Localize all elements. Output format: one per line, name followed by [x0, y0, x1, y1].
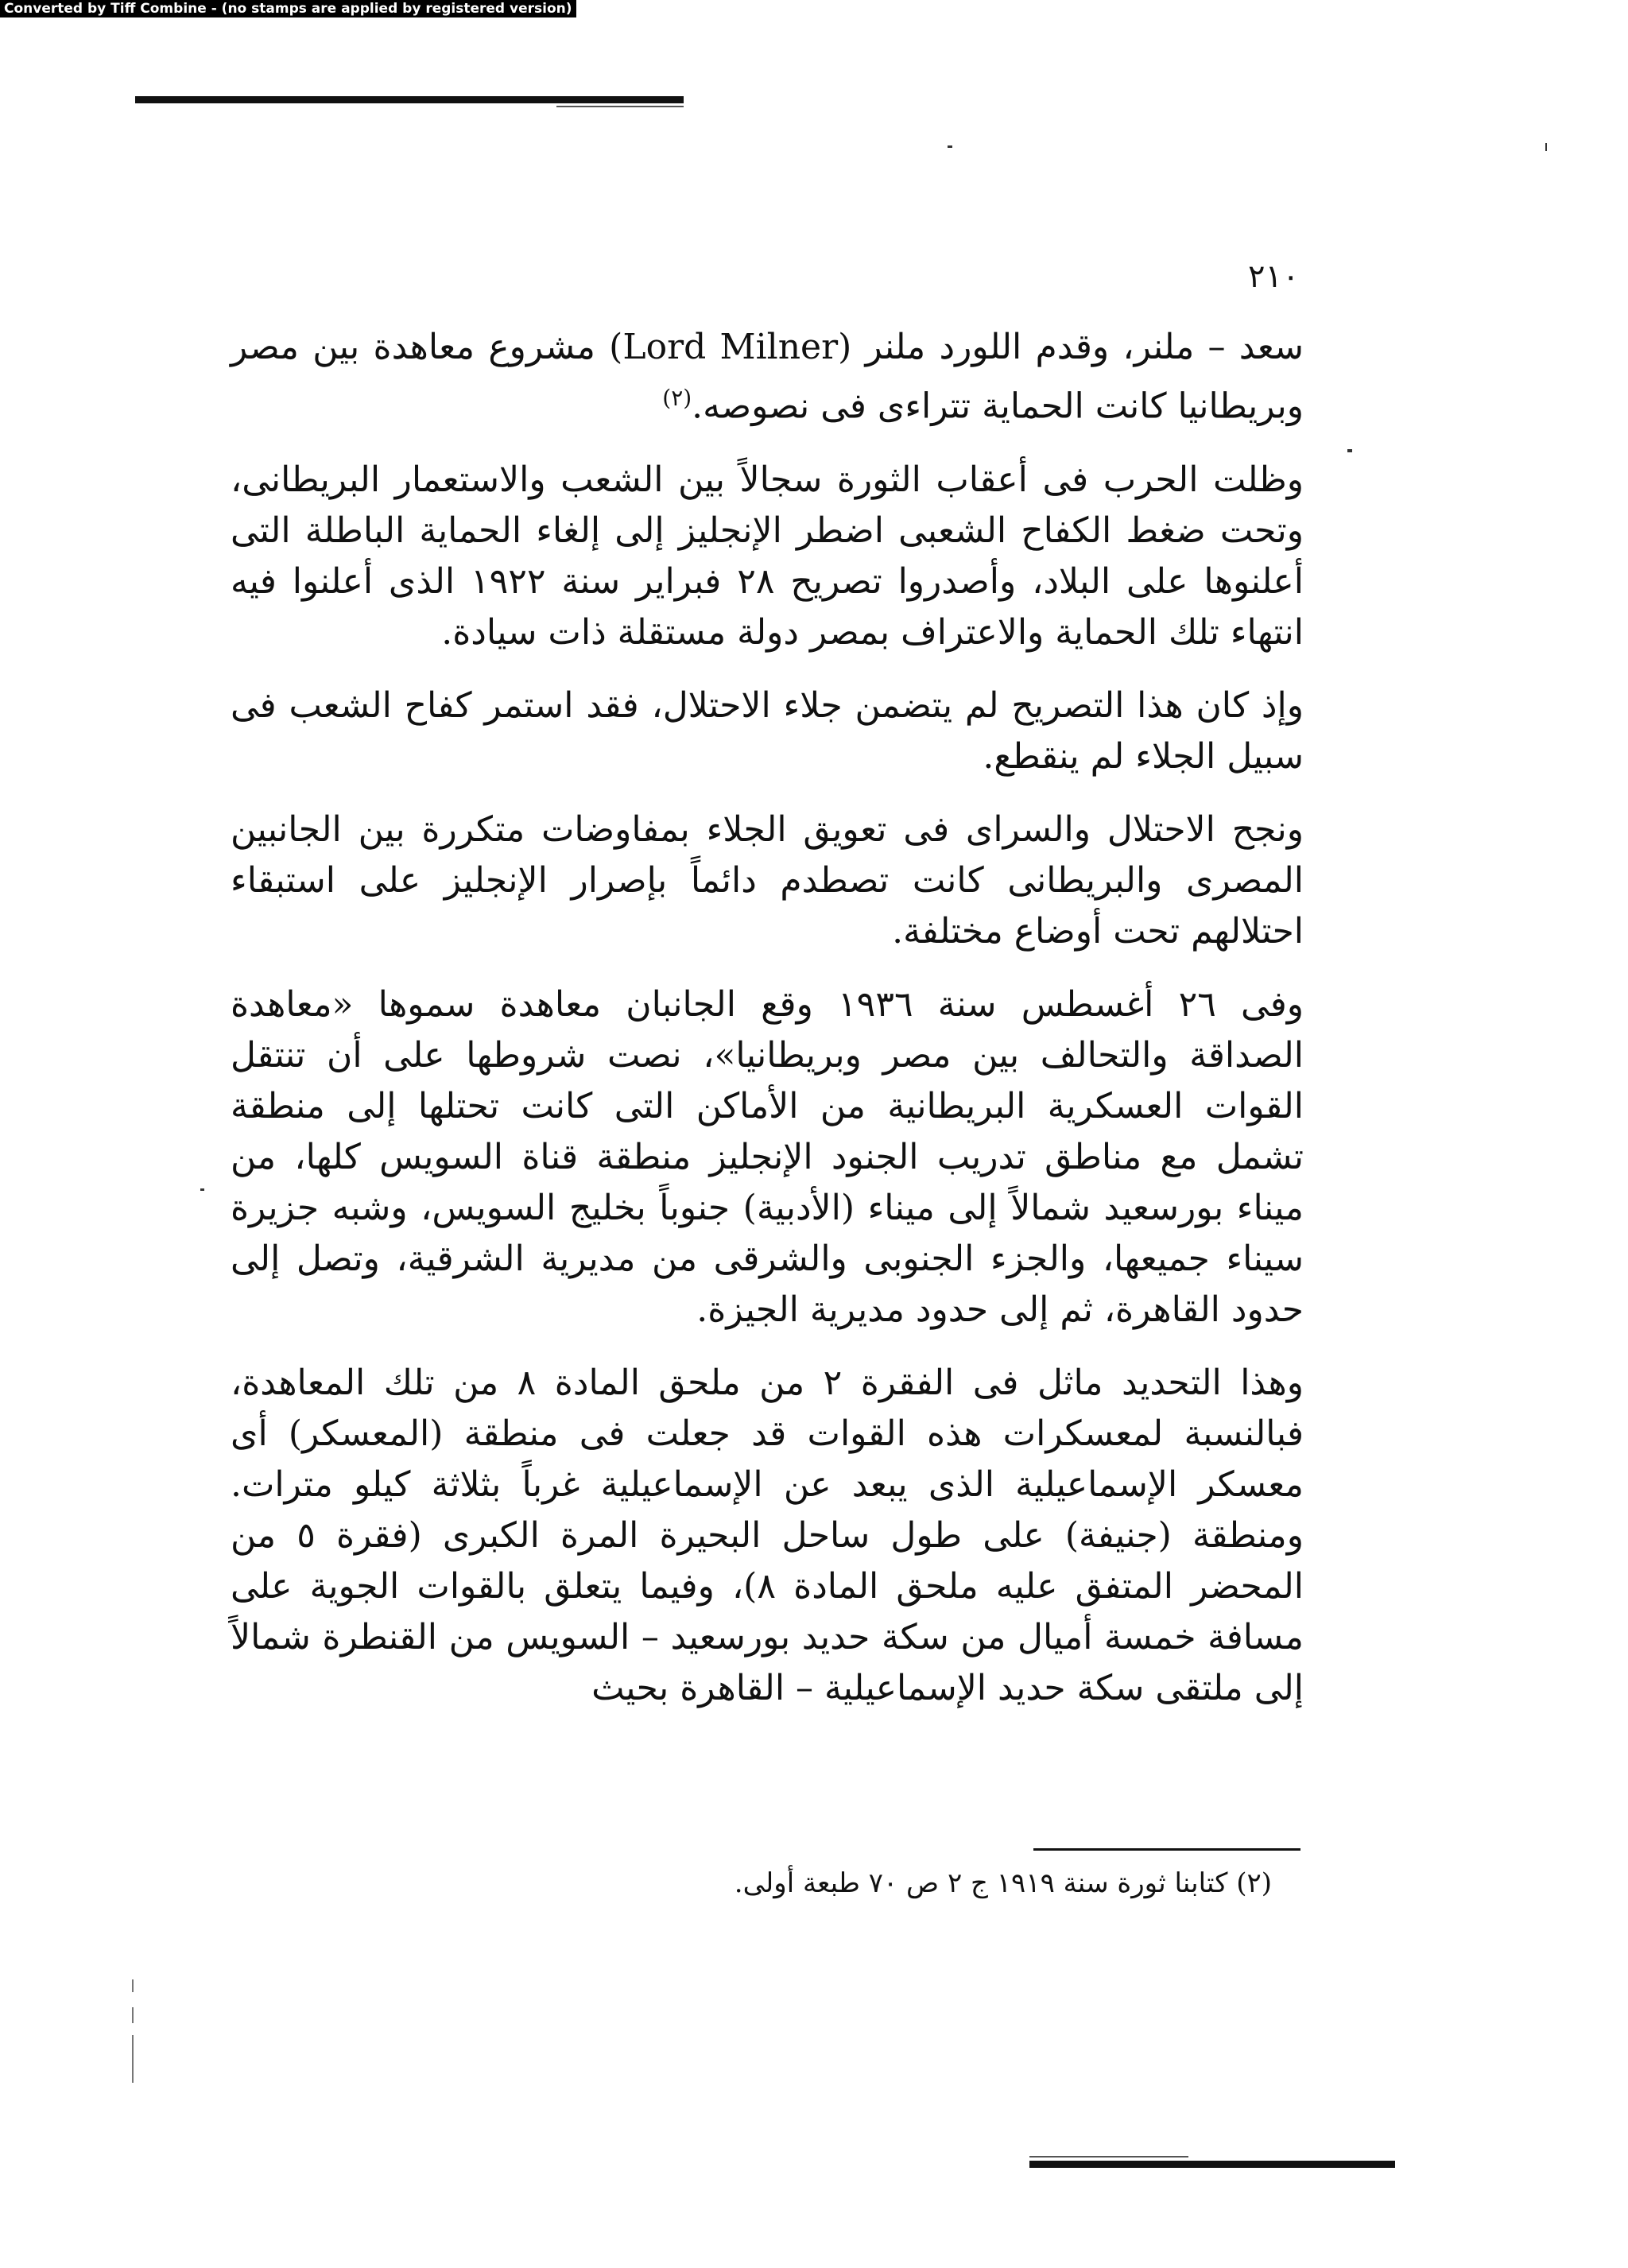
footnote-separator	[1033, 1848, 1300, 1851]
top-rule	[135, 96, 684, 103]
scan-speck	[132, 2007, 134, 2023]
paragraph-text: سعد – ملنر، وقدم اللورد ملنر (Lord Milner) مشروع معاهدة بين مصر وبريطانيا كانت الحماية تتراءى فى نصوصه.	[231, 327, 1304, 427]
top-rule-thin	[556, 106, 684, 107]
footnote-marker: (٢)	[662, 385, 692, 411]
footnote: (٢) كتابنا ثورة سنة ١٩١٩ ج ٢ ص ٧٠ طبعة أولى.	[734, 1867, 1272, 1899]
scan-speck	[948, 145, 952, 148]
scan-speck	[200, 1188, 204, 1191]
body-text	[231, 322, 1304, 1736]
page-number: ٢١٠	[1248, 258, 1300, 295]
paragraph: وهذا التحديد ماثل فى الفقرة ٢ من ملحق المادة ٨ من تلك المعاهدة، فبالنسبة لمعسكرات هذه القوات قد جعلت فى منطقة (المعسكر) أى معسكر الإسماعيلية الذى يبعد عن الإسماعيلية غرباً بثلاثة كيلو مترات. ومنطقة (جنيفة) على طول ساحل البحيرة المرة الكبرى (فقرة ٥ من المحضر المتفق عليه ملحق المادة ٨)، وفيما يتعلق بالقوات الجوية على مسافة خمسة أميال من سكة حديد بورسعيد – السويس من القنطرة شمالاً إلى ملتقى سكة حديد الإسماعيلية – القاهرة بحيث	[231, 1362, 1304, 1708]
scan-speck	[1545, 143, 1547, 151]
paragraph: ونجح الاحتلال والسراى فى تعويق الجلاء بمفاوضات متكررة بين الجانبين المصرى والبريطانى كانت تصطدم دائماً بإصرار الإنجليز على استبقاء احتلالهم تحت أوضاع مختلفة.	[231, 808, 1304, 952]
paragraph: وإذ كان هذا التصريح لم يتضمن جلاء الاحتلال، فقد استمر كفاح الشعب فى سبيل الجلاء لم ينقطع.	[231, 684, 1304, 777]
paragraph	[231, 322, 1304, 432]
bottom-rule-thin	[1029, 2156, 1188, 2158]
paragraph: وفى ٢٦ أغسطس سنة ١٩٣٦ وقع الجانبان معاهدة سموها «معاهدة الصداقة والتحالف بين مصر وبريطانيا»، نصت شروطها على أن تنتقل القوات العسكرية البريطانية من الأماكن التى كانت تحتلها إلى منطقة تشمل مع مناطق تدريب الجنود الإنجليز منطقة قناة السويس كلها، من ميناء بورسعيد شمالاً إلى ميناء (الأدبية) جنوباً بخليج السويس، وشبه جزيرة سيناء جميعها، والجزء الجنوبى والشرقى من مديرية الشرقية، وتصل إلى حدود القاهرة، ثم إلى حدود مديرية الجيزة.	[231, 983, 1304, 1330]
scan-speck	[132, 1979, 134, 1992]
scan-speck	[1347, 449, 1352, 452]
converter-banner: Converted by Tiff Combine - (no stamps are applied by registered version)	[0, 0, 576, 17]
bottom-rule	[1029, 2161, 1395, 2168]
paragraph: وظلت الحرب فى أعقاب الثورة سجالاً بين الشعب والاستعمار البريطانى، وتحت ضغط الكفاح الشعبى اضطر الإنجليز إلى إلغاء الحماية الباطلة التى أعلنوها على البلاد، وأصدروا تصريح ٢٨ فبراير سنة ١٩٢٢ الذى أعلنوا فيه انتهاء تلك الحماية والاعتراف بمصر دولة مستقلة ذات سيادة.	[231, 459, 1304, 653]
scan-speck	[132, 2035, 134, 2083]
